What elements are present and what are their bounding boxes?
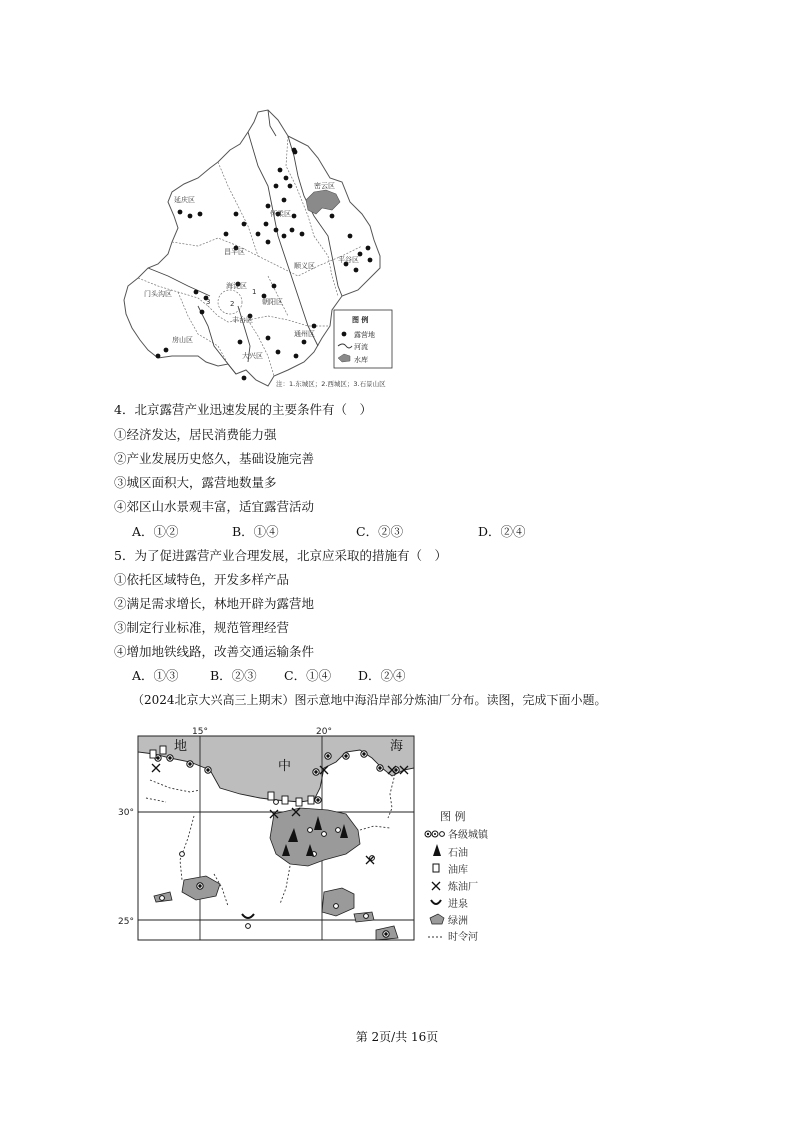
q5-item-1: ①依托区域特色，开发多样产品 (114, 572, 290, 587)
label-pinggu: 平谷区 (338, 256, 359, 264)
label-num2: 2 (230, 300, 235, 308)
label-miyun: 密云区 (314, 182, 335, 190)
q5-item-4: ④增加地铁线路，改善交通运输条件 (114, 644, 315, 659)
lat-30: 30° (118, 808, 134, 818)
map2-legend-oil: 石油 (448, 848, 468, 859)
map2-legend (425, 809, 489, 943)
sea-label-2: 中 (278, 759, 292, 774)
map2-legend-refinery: 炼油厂 (448, 882, 478, 893)
label-daxing: 大兴区 (242, 352, 263, 360)
sea-label-1: 地 (174, 739, 188, 754)
map1-legend (334, 310, 392, 368)
lon-15: 15° (192, 727, 208, 737)
label-yanqing: 延庆区 (174, 196, 195, 204)
lon-20: 20° (316, 727, 332, 737)
q4-option-b[interactable]: B．①④ (232, 524, 279, 539)
label-mentougou: 门头沟区 (144, 290, 172, 298)
q4-item-3: ③城区面积大，露营地数量多 (114, 475, 277, 490)
label-num3: 3 (206, 298, 211, 306)
q4-option-d[interactable]: D．②④ (478, 524, 526, 539)
q4-item-4: ④郊区山水景观丰富，适宜露营活动 (114, 499, 315, 514)
intro-text: （2024北京大兴高三上期末）图示意地中海沿岸部分炼油厂分布。读图，完成下面小题。 (132, 693, 607, 707)
q5-option-d[interactable]: D．②④ (358, 668, 406, 683)
q4-stem: 4．北京露营产业迅速发展的主要条件有（ ） (114, 402, 372, 417)
q5-option-c[interactable]: C．①④ (284, 668, 332, 683)
q5-option-b[interactable]: B．②③ (210, 668, 257, 683)
q5-option-a[interactable]: A．①③ (132, 668, 179, 683)
map2-legend-spring: 进泉 (448, 899, 468, 910)
map1-note: 注：1.东城区；2.西城区；3.石景山区 (276, 380, 386, 388)
q4-item-2: ②产业发展历史悠久，基础设施完善 (114, 451, 315, 466)
q4-option-c[interactable]: C．②③ (356, 524, 404, 539)
map2-legend-town: 各级城镇 (448, 830, 488, 841)
lat-25: 25° (118, 917, 134, 927)
q5-item-3: ③制定行业标准，规范管理经营 (114, 620, 290, 635)
mediterranean-refinery-map (110, 718, 510, 950)
label-tongzhou: 通州区 (294, 330, 315, 338)
label-num1: 1 (252, 288, 257, 296)
q4-option-a[interactable]: A．①② (132, 524, 179, 539)
map1-legend-camp: 露营地 (354, 331, 375, 339)
map2-legend-depot: 油库 (448, 865, 468, 876)
q5-item-2: ②满足需求增长，林地开辟为露营地 (114, 596, 315, 611)
page-footer: 第 2页/共 16页 (355, 1030, 439, 1044)
map2-legend-title: 图 例 (440, 810, 466, 823)
label-huairou: 怀柔区 (270, 210, 291, 218)
miyun-reservoir (306, 190, 340, 214)
label-haidian: 海淀区 (226, 282, 247, 290)
label-shunyi: 顺义区 (294, 262, 315, 270)
map1-legend-river: 河流 (354, 343, 368, 351)
q4-item-1: ①经济发达，居民消费能力强 (114, 427, 277, 442)
label-fangshan: 房山区 (172, 336, 193, 344)
label-fengtai: 丰台区 (232, 316, 253, 324)
label-changping: 昌平区 (224, 248, 245, 256)
q5-stem: 5．为了促进露营产业合理发展，北京应采取的措施有（ ） (114, 548, 447, 563)
map1-legend-reservoir: 水库 (354, 356, 368, 364)
map1-legend-title: 图 例 (352, 316, 369, 324)
map2-legend-river: 时令河 (448, 932, 478, 943)
label-chaoyang: 朝阳区 (262, 298, 283, 306)
beijing-camping-map (118, 106, 400, 392)
sea-label-3: 海 (390, 739, 404, 754)
map2-legend-oasis: 绿洲 (448, 916, 468, 927)
